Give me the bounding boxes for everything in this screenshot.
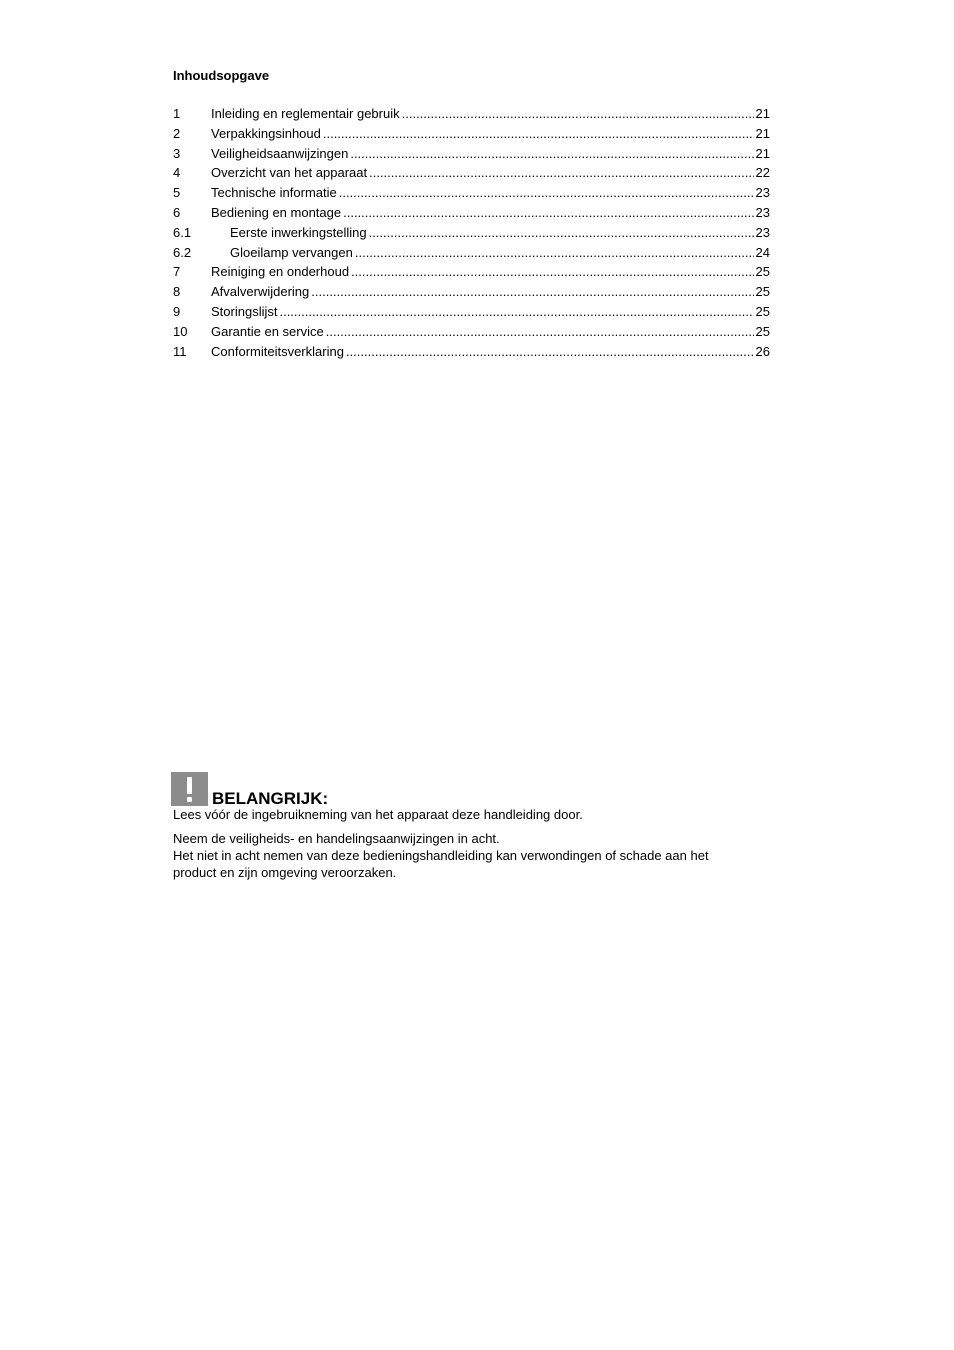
toc-entry[interactable]	[173, 144, 770, 164]
toc-entry-text: Garantie en service	[211, 323, 324, 339]
toc-entry[interactable]	[173, 262, 770, 282]
toc-entry-text: Afvalverwijdering	[211, 284, 310, 300]
toc-dot-leader	[351, 262, 753, 282]
toc-dot-leader	[350, 144, 753, 164]
toc-entry-number: 9	[173, 303, 181, 319]
notice-line: Neem de veiligheids- en handelingsaanwijzingen in acht.	[173, 831, 500, 846]
toc-dot-leader	[326, 322, 754, 342]
toc-entry-text: Veiligheidsaanwijzingen	[211, 145, 349, 161]
toc-entry[interactable]	[173, 163, 770, 183]
toc-entry-text: Conformiteitsverklaring	[211, 343, 344, 359]
toc-entry-number: 5	[173, 185, 181, 201]
toc-entry-text: Technische informatie	[211, 185, 337, 201]
toc-entry[interactable]	[173, 124, 770, 144]
toc-entry-number: 6	[173, 204, 181, 220]
toc-entry[interactable]	[173, 104, 770, 124]
notice-line: Lees vóór de ingebruikneming van het apparaat deze handleiding door.	[173, 807, 583, 822]
toc-entry-text: Overzicht van het apparaat	[211, 165, 368, 181]
toc-entry[interactable]	[173, 183, 770, 203]
toc-subentry[interactable]	[173, 223, 770, 243]
toc-entry-number: 7	[173, 264, 181, 280]
toc-entry[interactable]	[173, 203, 770, 223]
toc-entry-page: 21	[755, 106, 770, 121]
toc-entry[interactable]	[173, 302, 770, 322]
toc-dot-leader	[346, 342, 754, 362]
toc-entry-page: 23	[755, 224, 770, 240]
toc-list	[173, 104, 770, 361]
toc-entry-page: 25	[755, 323, 770, 339]
toc-entry[interactable]	[173, 322, 770, 342]
toc-dot-leader	[355, 243, 754, 263]
exclamation-icon	[171, 772, 208, 806]
toc-entry-number: 10	[173, 323, 188, 339]
toc-entry-page: 26	[755, 343, 770, 359]
toc-entry-page: 22	[755, 165, 770, 181]
toc-entry-text: Bediening en montage	[211, 204, 342, 220]
notice-title: BELANGRIJK:	[212, 789, 329, 808]
toc-dot-leader	[311, 282, 753, 302]
toc-entry-page: 21	[755, 125, 770, 141]
toc-entry-number: 4	[173, 165, 181, 181]
notice-line: Het niet in acht nemen van deze bedieningshandleiding kan verwondingen of schade aan het	[173, 848, 709, 863]
toc-entry-page: 21	[755, 145, 770, 161]
toc-dot-leader	[279, 302, 753, 322]
notice-line: product en zijn omgeving veroorzaken.	[173, 865, 397, 880]
toc-entry-text: Eerste inwerkingstelling	[230, 224, 367, 240]
toc-dot-leader	[343, 203, 753, 223]
toc-dot-leader	[369, 163, 753, 183]
toc-entry[interactable]	[173, 282, 770, 302]
toc-entry-number: 1	[173, 106, 181, 121]
toc-entry-number: 11	[173, 343, 187, 359]
notice-header	[171, 772, 781, 806]
toc-title: Inhoudsopgave	[173, 68, 270, 83]
toc-dot-leader	[323, 124, 754, 144]
toc-entry-text: Storingslijst	[211, 303, 278, 319]
toc-entry-page: 23	[755, 204, 770, 220]
toc-dot-leader	[369, 223, 754, 243]
toc-entry-number: 6.2	[173, 244, 192, 260]
toc-subentry[interactable]	[173, 243, 770, 263]
toc-entry-page: 25	[755, 303, 770, 319]
important-notice	[171, 772, 781, 881]
toc-entry-text: Reiniging en onderhoud	[211, 264, 350, 280]
toc-entry-number: 6.1	[173, 224, 192, 240]
toc-entry-number: 3	[173, 145, 181, 161]
notice-body	[173, 806, 781, 881]
toc-entry-number: 2	[173, 125, 181, 141]
toc-entry-page: 25	[755, 284, 770, 300]
toc-entry-text: Gloeilamp vervangen	[230, 244, 353, 260]
toc-dot-leader	[402, 104, 754, 124]
toc-entry-page: 25	[755, 264, 770, 280]
toc-entry-number: 8	[173, 284, 181, 300]
toc-dot-leader	[339, 183, 754, 203]
toc-entry[interactable]	[173, 342, 770, 362]
toc-entry-text: Inleiding en reglementair gebruik	[211, 106, 400, 121]
toc-entry-page: 23	[755, 185, 770, 201]
toc-entry-page: 24	[755, 244, 770, 260]
toc-entry-text: Verpakkingsinhoud	[211, 125, 321, 141]
